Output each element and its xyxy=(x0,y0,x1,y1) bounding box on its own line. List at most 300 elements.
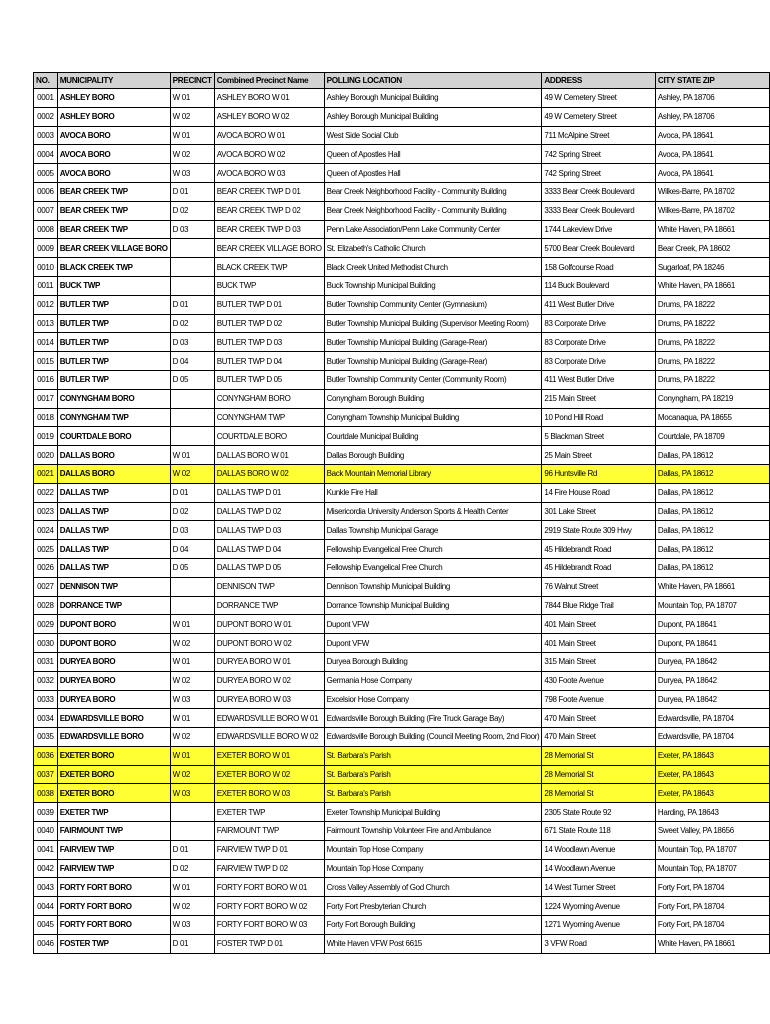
cell-no: 0020 xyxy=(34,446,58,465)
cell-precinct xyxy=(170,427,214,446)
cell-combined-precinct-name: COURTDALE BORO xyxy=(214,427,324,446)
cell-city-state-zip: Wilkes-Barre, PA 18702 xyxy=(655,201,769,220)
cell-precinct xyxy=(170,577,214,596)
cell-no: 0039 xyxy=(34,803,58,822)
cell-municipality: DALLAS TWP xyxy=(57,540,170,559)
cell-municipality: EXETER BORO xyxy=(57,784,170,803)
cell-combined-precinct-name: FAIRVIEW TWP D 02 xyxy=(214,859,324,878)
cell-city-state-zip: Drums, PA 18222 xyxy=(655,314,769,333)
cell-address: 1744 Lakeview Drive xyxy=(542,220,656,239)
cell-address: 5 Blackman Street xyxy=(542,427,656,446)
cell-precinct: W 02 xyxy=(170,897,214,916)
cell-combined-precinct-name: ASHLEY BORO W 01 xyxy=(214,89,324,108)
header-municipality: MUNICIPALITY xyxy=(57,73,170,89)
cell-city-state-zip: Mountain Top, PA 18707 xyxy=(655,840,769,859)
header-row xyxy=(34,73,770,89)
cell-polling-location: Butler Township Community Center (Gymnasium) xyxy=(324,295,542,314)
table-row xyxy=(34,784,770,803)
table-row xyxy=(34,822,770,841)
cell-polling-location: Bear Creek Neighborhood Facility - Community Building xyxy=(324,182,542,201)
cell-no: 0042 xyxy=(34,859,58,878)
cell-city-state-zip: Courtdale, PA 18709 xyxy=(655,427,769,446)
cell-no: 0041 xyxy=(34,840,58,859)
cell-polling-location: Forty Fort Presbyterian Church xyxy=(324,897,542,916)
cell-address: 158 Golfcourse Road xyxy=(542,258,656,277)
cell-precinct: D 02 xyxy=(170,314,214,333)
table-row xyxy=(34,803,770,822)
cell-no: 0007 xyxy=(34,201,58,220)
cell-address: 28 Memorial St xyxy=(542,784,656,803)
cell-no: 0022 xyxy=(34,483,58,502)
cell-city-state-zip: Sweet Valley, PA 18656 xyxy=(655,822,769,841)
cell-combined-precinct-name: CONYNGHAM TWP xyxy=(214,408,324,427)
cell-combined-precinct-name: AVOCA BORO W 01 xyxy=(214,126,324,145)
table-row xyxy=(34,615,770,634)
cell-city-state-zip: Duryea, PA 18642 xyxy=(655,671,769,690)
cell-precinct: D 03 xyxy=(170,333,214,352)
cell-precinct: D 03 xyxy=(170,521,214,540)
cell-municipality: AVOCA BORO xyxy=(57,145,170,164)
cell-municipality: BUCK TWP xyxy=(57,276,170,295)
cell-precinct: D 02 xyxy=(170,201,214,220)
cell-address: 14 Woodlawn Avenue xyxy=(542,840,656,859)
cell-precinct: W 01 xyxy=(170,615,214,634)
cell-combined-precinct-name: BUTLER TWP D 05 xyxy=(214,370,324,389)
cell-precinct: W 02 xyxy=(170,107,214,126)
cell-polling-location: Dallas Township Municipal Garage xyxy=(324,521,542,540)
table-row xyxy=(34,671,770,690)
cell-municipality: AVOCA BORO xyxy=(57,126,170,145)
cell-precinct: W 02 xyxy=(170,765,214,784)
cell-combined-precinct-name: DURYEA BORO W 03 xyxy=(214,690,324,709)
cell-precinct xyxy=(170,258,214,277)
cell-precinct: D 04 xyxy=(170,540,214,559)
cell-precinct: D 01 xyxy=(170,483,214,502)
cell-city-state-zip: Mountain Top, PA 18707 xyxy=(655,859,769,878)
cell-precinct: D 03 xyxy=(170,220,214,239)
cell-address: 25 Main Street xyxy=(542,446,656,465)
cell-precinct: W 03 xyxy=(170,916,214,935)
cell-combined-precinct-name: BEAR CREEK TWP D 03 xyxy=(214,220,324,239)
cell-no: 0014 xyxy=(34,333,58,352)
table-row xyxy=(34,540,770,559)
cell-no: 0033 xyxy=(34,690,58,709)
cell-address: 215 Main Street xyxy=(542,389,656,408)
cell-city-state-zip: Avoca, PA 18641 xyxy=(655,126,769,145)
cell-precinct: D 01 xyxy=(170,934,214,953)
table-row xyxy=(34,690,770,709)
cell-precinct: W 03 xyxy=(170,164,214,183)
cell-city-state-zip: Dallas, PA 18612 xyxy=(655,521,769,540)
cell-combined-precinct-name: DUPONT BORO W 01 xyxy=(214,615,324,634)
cell-city-state-zip: Drums, PA 18222 xyxy=(655,370,769,389)
cell-address: 83 Corporate Drive xyxy=(542,314,656,333)
cell-address: 671 State Route 118 xyxy=(542,822,656,841)
cell-municipality: EXETER TWP xyxy=(57,803,170,822)
cell-no: 0015 xyxy=(34,352,58,371)
cell-city-state-zip: Sugarloaf, PA 18246 xyxy=(655,258,769,277)
cell-no: 0004 xyxy=(34,145,58,164)
cell-municipality: FORTY FORT BORO xyxy=(57,897,170,916)
cell-combined-precinct-name: BEAR CREEK TWP D 02 xyxy=(214,201,324,220)
cell-combined-precinct-name: BUTLER TWP D 02 xyxy=(214,314,324,333)
cell-municipality: BEAR CREEK VILLAGE BORO xyxy=(57,239,170,258)
cell-polling-location: Buck Township Municipal Building xyxy=(324,276,542,295)
cell-polling-location: St. Barbara's Parish xyxy=(324,746,542,765)
table-row xyxy=(34,934,770,953)
cell-municipality: ASHLEY BORO xyxy=(57,107,170,126)
cell-address: 10 Pond Hill Road xyxy=(542,408,656,427)
cell-no: 0036 xyxy=(34,746,58,765)
cell-combined-precinct-name: EDWARDSVILLE BORO W 02 xyxy=(214,728,324,747)
cell-combined-precinct-name: DORRANCE TWP xyxy=(214,596,324,615)
table-row xyxy=(34,878,770,897)
cell-combined-precinct-name: ASHLEY BORO W 02 xyxy=(214,107,324,126)
cell-no: 0017 xyxy=(34,389,58,408)
cell-municipality: DORRANCE TWP xyxy=(57,596,170,615)
cell-municipality: DUPONT BORO xyxy=(57,634,170,653)
header-polling-location: POLLING LOCATION xyxy=(324,73,542,89)
cell-municipality: DALLAS TWP xyxy=(57,483,170,502)
cell-city-state-zip: Mountain Top, PA 18707 xyxy=(655,596,769,615)
table-row xyxy=(34,408,770,427)
cell-address: 301 Lake Street xyxy=(542,502,656,521)
cell-address: 5700 Bear Creek Boulevard xyxy=(542,239,656,258)
table-row xyxy=(34,916,770,935)
cell-precinct: W 01 xyxy=(170,446,214,465)
cell-no: 0044 xyxy=(34,897,58,916)
cell-address: 14 Fire House Road xyxy=(542,483,656,502)
cell-city-state-zip: Ashley, PA 18706 xyxy=(655,107,769,126)
table-row xyxy=(34,652,770,671)
cell-combined-precinct-name: FOSTER TWP D 01 xyxy=(214,934,324,953)
cell-address: 83 Corporate Drive xyxy=(542,352,656,371)
cell-city-state-zip: Wilkes-Barre, PA 18702 xyxy=(655,182,769,201)
cell-address: 28 Memorial St xyxy=(542,746,656,765)
table-row xyxy=(34,164,770,183)
table-row xyxy=(34,333,770,352)
cell-municipality: AVOCA BORO xyxy=(57,164,170,183)
cell-no: 0045 xyxy=(34,916,58,935)
cell-polling-location: Black Creek United Methodist Church xyxy=(324,258,542,277)
table-row xyxy=(34,201,770,220)
cell-city-state-zip: Bear Creek, PA 18602 xyxy=(655,239,769,258)
cell-precinct xyxy=(170,803,214,822)
cell-city-state-zip: Dallas, PA 18612 xyxy=(655,446,769,465)
cell-municipality: DUPONT BORO xyxy=(57,615,170,634)
cell-city-state-zip: Forty Fort, PA 18704 xyxy=(655,916,769,935)
cell-precinct: W 01 xyxy=(170,652,214,671)
cell-precinct: D 01 xyxy=(170,182,214,201)
cell-municipality: FORTY FORT BORO xyxy=(57,878,170,897)
cell-no: 0013 xyxy=(34,314,58,333)
cell-precinct: W 02 xyxy=(170,634,214,653)
cell-city-state-zip: Avoca, PA 18641 xyxy=(655,164,769,183)
cell-polling-location: St. Barbara's Parish xyxy=(324,765,542,784)
cell-municipality: DALLAS TWP xyxy=(57,558,170,577)
cell-address: 28 Memorial St xyxy=(542,765,656,784)
cell-municipality: COURTDALE BORO xyxy=(57,427,170,446)
cell-combined-precinct-name: BEAR CREEK TWP D 01 xyxy=(214,182,324,201)
cell-city-state-zip: Ashley, PA 18706 xyxy=(655,89,769,108)
cell-polling-location: Ashley Borough Municipal Building xyxy=(324,107,542,126)
cell-municipality: DURYEA BORO xyxy=(57,690,170,709)
table-row xyxy=(34,859,770,878)
cell-address: 1271 Wyoming Avenue xyxy=(542,916,656,935)
cell-city-state-zip: Forty Fort, PA 18704 xyxy=(655,897,769,916)
table-row xyxy=(34,483,770,502)
cell-precinct xyxy=(170,239,214,258)
cell-polling-location: Conyngham Borough Building xyxy=(324,389,542,408)
cell-no: 0005 xyxy=(34,164,58,183)
cell-polling-location: Mountain Top Hose Company xyxy=(324,840,542,859)
cell-polling-location: Germania Hose Company xyxy=(324,671,542,690)
cell-municipality: DURYEA BORO xyxy=(57,671,170,690)
table-row xyxy=(34,182,770,201)
cell-polling-location: Mountain Top Hose Company xyxy=(324,859,542,878)
cell-polling-location: Bear Creek Neighborhood Facility - Community Building xyxy=(324,201,542,220)
cell-no: 0046 xyxy=(34,934,58,953)
cell-precinct: W 02 xyxy=(170,145,214,164)
table-row xyxy=(34,89,770,108)
cell-precinct xyxy=(170,822,214,841)
cell-city-state-zip: Exeter, PA 18643 xyxy=(655,765,769,784)
cell-precinct: W 01 xyxy=(170,126,214,145)
cell-city-state-zip: Drums, PA 18222 xyxy=(655,295,769,314)
cell-combined-precinct-name: AVOCA BORO W 02 xyxy=(214,145,324,164)
cell-municipality: BUTLER TWP xyxy=(57,295,170,314)
cell-polling-location: Misericordia University Anderson Sports & Health Center xyxy=(324,502,542,521)
header-city-state-zip: CITY STATE ZIP xyxy=(655,73,769,89)
cell-city-state-zip: White Haven, PA 18661 xyxy=(655,220,769,239)
cell-precinct: D 02 xyxy=(170,859,214,878)
cell-city-state-zip: Drums, PA 18222 xyxy=(655,333,769,352)
table-row xyxy=(34,370,770,389)
cell-no: 0035 xyxy=(34,728,58,747)
cell-combined-precinct-name: FORTY FORT BORO W 01 xyxy=(214,878,324,897)
cell-municipality: BUTLER TWP xyxy=(57,314,170,333)
table-row xyxy=(34,521,770,540)
cell-municipality: EDWARDSVILLE BORO xyxy=(57,709,170,728)
cell-combined-precinct-name: EXETER BORO W 02 xyxy=(214,765,324,784)
cell-no: 0016 xyxy=(34,370,58,389)
cell-polling-location: Edwardsville Borough Building (Council Meeting Room, 2nd Floor) xyxy=(324,728,542,747)
cell-precinct: D 01 xyxy=(170,840,214,859)
cell-polling-location: Queen of Apostles Hall xyxy=(324,145,542,164)
cell-no: 0018 xyxy=(34,408,58,427)
cell-municipality: DALLAS BORO xyxy=(57,446,170,465)
cell-no: 0012 xyxy=(34,295,58,314)
table-row xyxy=(34,352,770,371)
cell-municipality: BUTLER TWP xyxy=(57,370,170,389)
cell-combined-precinct-name: DALLAS TWP D 05 xyxy=(214,558,324,577)
cell-polling-location: Cross Valley Assembly of God Church xyxy=(324,878,542,897)
cell-combined-precinct-name: EXETER BORO W 01 xyxy=(214,746,324,765)
cell-precinct: W 01 xyxy=(170,89,214,108)
cell-combined-precinct-name: DALLAS BORO W 01 xyxy=(214,446,324,465)
table-row xyxy=(34,276,770,295)
cell-combined-precinct-name: DALLAS TWP D 02 xyxy=(214,502,324,521)
cell-city-state-zip: Dallas, PA 18612 xyxy=(655,540,769,559)
cell-precinct: W 03 xyxy=(170,690,214,709)
cell-polling-location: St. Elizabeth's Catholic Church xyxy=(324,239,542,258)
cell-no: 0024 xyxy=(34,521,58,540)
cell-city-state-zip: Mocanaqua, PA 18655 xyxy=(655,408,769,427)
cell-polling-location: Exeter Township Municipal Building xyxy=(324,803,542,822)
cell-municipality: FAIRVIEW TWP xyxy=(57,859,170,878)
cell-city-state-zip: Forty Fort, PA 18704 xyxy=(655,878,769,897)
cell-precinct: W 01 xyxy=(170,878,214,897)
cell-city-state-zip: Exeter, PA 18643 xyxy=(655,746,769,765)
table-body xyxy=(34,89,770,954)
cell-municipality: DENNISON TWP xyxy=(57,577,170,596)
cell-polling-location: Back Mountain Memorial Library xyxy=(324,464,542,483)
table-row xyxy=(34,765,770,784)
cell-municipality: BEAR CREEK TWP xyxy=(57,182,170,201)
cell-no: 0025 xyxy=(34,540,58,559)
cell-address: 401 Main Street xyxy=(542,634,656,653)
cell-city-state-zip: Duryea, PA 18642 xyxy=(655,690,769,709)
cell-combined-precinct-name: FAIRMOUNT TWP xyxy=(214,822,324,841)
cell-polling-location: West Side Social Club xyxy=(324,126,542,145)
cell-municipality: FAIRVIEW TWP xyxy=(57,840,170,859)
cell-precinct: D 05 xyxy=(170,370,214,389)
cell-municipality: BUTLER TWP xyxy=(57,333,170,352)
cell-combined-precinct-name: BUTLER TWP D 03 xyxy=(214,333,324,352)
cell-no: 0002 xyxy=(34,107,58,126)
table-row xyxy=(34,107,770,126)
cell-no: 0040 xyxy=(34,822,58,841)
cell-combined-precinct-name: DURYEA BORO W 01 xyxy=(214,652,324,671)
header-combined-precinct-name: Combined Precinct Name xyxy=(214,73,324,89)
cell-precinct xyxy=(170,276,214,295)
table-row xyxy=(34,258,770,277)
table-row xyxy=(34,295,770,314)
cell-precinct: W 02 xyxy=(170,671,214,690)
table-row xyxy=(34,634,770,653)
table-row xyxy=(34,596,770,615)
cell-municipality: BUTLER TWP xyxy=(57,352,170,371)
cell-address: 14 Woodlawn Avenue xyxy=(542,859,656,878)
cell-polling-location: Dorrance Township Municipal Building xyxy=(324,596,542,615)
table-row xyxy=(34,389,770,408)
cell-polling-location: Excelsior Hose Company xyxy=(324,690,542,709)
table-row xyxy=(34,746,770,765)
cell-city-state-zip: White Haven, PA 18661 xyxy=(655,276,769,295)
table-row xyxy=(34,840,770,859)
cell-precinct: D 02 xyxy=(170,502,214,521)
cell-address: 3 VFW Road xyxy=(542,934,656,953)
table-row xyxy=(34,502,770,521)
cell-combined-precinct-name: BUTLER TWP D 04 xyxy=(214,352,324,371)
polling-locations-sheet xyxy=(33,72,770,954)
cell-precinct xyxy=(170,389,214,408)
cell-municipality: CONYNGHAM TWP xyxy=(57,408,170,427)
cell-combined-precinct-name: DALLAS BORO W 02 xyxy=(214,464,324,483)
cell-address: 711 McAlpine Street xyxy=(542,126,656,145)
cell-city-state-zip: White Haven, PA 18661 xyxy=(655,577,769,596)
cell-municipality: DURYEA BORO xyxy=(57,652,170,671)
table-row xyxy=(34,126,770,145)
cell-municipality: ASHLEY BORO xyxy=(57,89,170,108)
cell-precinct: D 01 xyxy=(170,295,214,314)
cell-address: 411 West Butler Drive xyxy=(542,295,656,314)
cell-address: 7844 Blue Ridge Trail xyxy=(542,596,656,615)
cell-address: 83 Corporate Drive xyxy=(542,333,656,352)
cell-no: 0043 xyxy=(34,878,58,897)
cell-no: 0027 xyxy=(34,577,58,596)
cell-polling-location: Fairmount Township Volunteer Fire and Ambulance xyxy=(324,822,542,841)
cell-polling-location: Forty Fort Borough Building xyxy=(324,916,542,935)
cell-address: 49 W Cemetery Street xyxy=(542,89,656,108)
cell-no: 0021 xyxy=(34,464,58,483)
cell-city-state-zip: Exeter, PA 18643 xyxy=(655,784,769,803)
cell-polling-location: Queen of Apostles Hall xyxy=(324,164,542,183)
cell-polling-location: Butler Township Municipal Building (Garage-Rear) xyxy=(324,333,542,352)
cell-municipality: EXETER BORO xyxy=(57,746,170,765)
polling-locations-table xyxy=(33,72,770,954)
cell-address: 470 Main Street xyxy=(542,728,656,747)
cell-polling-location: Dennison Township Municipal Building xyxy=(324,577,542,596)
cell-municipality: FAIRMOUNT TWP xyxy=(57,822,170,841)
cell-address: 3333 Bear Creek Boulevard xyxy=(542,201,656,220)
cell-municipality: DALLAS TWP xyxy=(57,521,170,540)
cell-no: 0001 xyxy=(34,89,58,108)
cell-municipality: BEAR CREEK TWP xyxy=(57,201,170,220)
cell-polling-location: Fellowship Evangelical Free Church xyxy=(324,558,542,577)
cell-address: 2305 State Route 92 xyxy=(542,803,656,822)
header-no: NO. xyxy=(34,73,58,89)
cell-polling-location: Dupont VFW xyxy=(324,634,542,653)
cell-precinct: D 04 xyxy=(170,352,214,371)
cell-combined-precinct-name: DENNISON TWP xyxy=(214,577,324,596)
cell-address: 470 Main Street xyxy=(542,709,656,728)
cell-precinct: D 05 xyxy=(170,558,214,577)
cell-no: 0026 xyxy=(34,558,58,577)
cell-combined-precinct-name: DUPONT BORO W 02 xyxy=(214,634,324,653)
cell-polling-location: Butler Township Municipal Building (Garage-Rear) xyxy=(324,352,542,371)
cell-combined-precinct-name: FORTY FORT BORO W 02 xyxy=(214,897,324,916)
cell-address: 14 West Turner Street xyxy=(542,878,656,897)
cell-no: 0032 xyxy=(34,671,58,690)
cell-city-state-zip: Edwardsville, PA 18704 xyxy=(655,709,769,728)
cell-no: 0028 xyxy=(34,596,58,615)
cell-city-state-zip: Duryea, PA 18642 xyxy=(655,652,769,671)
cell-city-state-zip: Harding, PA 18643 xyxy=(655,803,769,822)
cell-city-state-zip: Dallas, PA 18612 xyxy=(655,558,769,577)
cell-combined-precinct-name: FORTY FORT BORO W 03 xyxy=(214,916,324,935)
cell-polling-location: Kunkle Fire Hall xyxy=(324,483,542,502)
cell-no: 0011 xyxy=(34,276,58,295)
header-precinct: PRECINCT xyxy=(170,73,214,89)
cell-municipality: FORTY FORT BORO xyxy=(57,916,170,935)
cell-polling-location: Butler Township Municipal Building (Supervisor Meeting Room) xyxy=(324,314,542,333)
cell-polling-location: Conyngham Township Municipal Building xyxy=(324,408,542,427)
cell-combined-precinct-name: FAIRVIEW TWP D 01 xyxy=(214,840,324,859)
cell-no: 0031 xyxy=(34,652,58,671)
cell-address: 315 Main Street xyxy=(542,652,656,671)
cell-address: 45 Hildebrandt Road xyxy=(542,540,656,559)
table-row xyxy=(34,239,770,258)
cell-city-state-zip: Dupont, PA 18641 xyxy=(655,615,769,634)
cell-address: 49 W Cemetery Street xyxy=(542,107,656,126)
cell-combined-precinct-name: BEAR CREEK VILLAGE BORO xyxy=(214,239,324,258)
cell-address: 3333 Bear Creek Boulevard xyxy=(542,182,656,201)
cell-polling-location: Ashley Borough Municipal Building xyxy=(324,89,542,108)
cell-municipality: EXETER BORO xyxy=(57,765,170,784)
header-address: ADDRESS xyxy=(542,73,656,89)
cell-combined-precinct-name: AVOCA BORO W 03 xyxy=(214,164,324,183)
